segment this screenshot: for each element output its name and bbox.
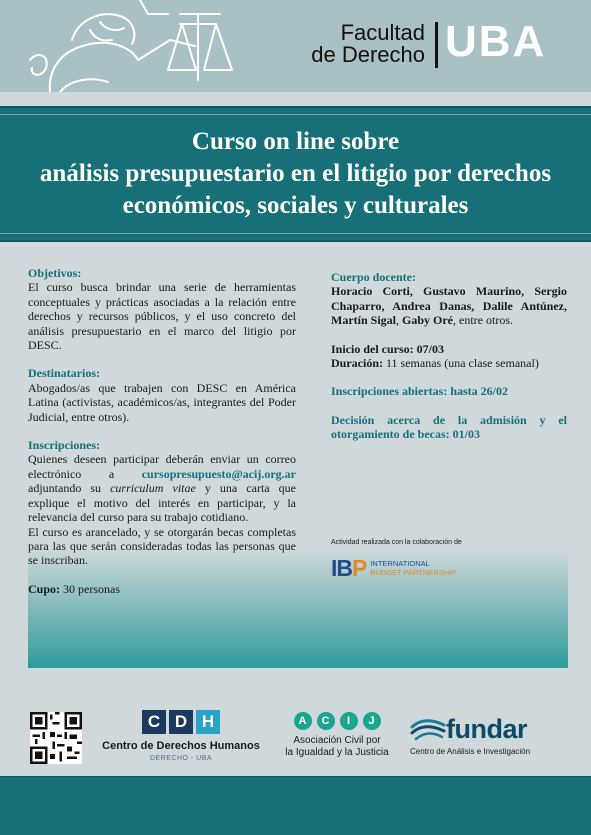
inscripciones-text-1: Quienes deseen participar deberán enviar un correo electrónico a [28,452,296,481]
ibp-line-1: INTERNATIONAL [370,559,430,568]
faculty-line-2: de Derecho [311,42,425,67]
acij-line-1: Asociación Civil por [293,735,381,746]
fundar-mark [410,714,570,745]
acij-letter-c: C [317,712,335,730]
wave-icon [410,717,446,743]
inscripciones-heading: Inscripciones: [28,438,100,453]
fundar-wordmark: fundar [446,714,527,744]
inscripciones-text-3: y una carta que explique el motivo del interés en participar, y la relevancia del curso para su trabajo cotidiano. [28,481,296,525]
inicio-curso: Inicio del curso: 07/03 [331,341,444,356]
ibp-logo [331,555,456,582]
cdh-box-h: H [196,710,220,734]
header-spacer [0,92,591,106]
curriculum-vitae-text: curriculum vitae [110,481,196,496]
objetivos-text: El curso busca brindar una serie de herramientas conceptuales y prácticas asociadas a la relación entre derechos y recursos públicos, y el uso concreto del análisis presupuestario en el marco del litigio por DESC. [28,280,296,353]
cupo-label: Cupo: [28,581,61,596]
decision-admision: Decisión acerca de la admisión y el otorgamiento de becas: 01/03 [331,412,567,442]
destinatarios-heading: Destinatarios: [28,366,100,381]
inscripciones-abiertas: Inscripciones abiertas: hasta 26/02 [331,384,508,399]
course-title [0,126,591,222]
ibp-text [370,560,456,577]
objetivos-heading: Objetivos: [28,266,82,280]
acij-letter-a: A [294,712,312,730]
ibp-mark-ib: IB [331,555,352,581]
docentes-last: Gaby Oré [402,313,453,328]
cdh-subtitle: DERECHO - UBA [149,755,213,762]
band-rule-bottom [0,233,591,234]
cupo-value: 30 personas [63,581,121,596]
right-column [331,270,567,442]
title-line-2: análisis presupuestario en el litigio por derechos [39,160,552,187]
duracion [331,356,567,370]
faculty-name [311,22,425,66]
acij-name [282,735,392,759]
title-line-3: económicos, sociales y culturales [122,192,469,219]
title-band [0,106,591,242]
cupo [28,582,296,596]
docentes-tail: , entre otros. [453,313,513,328]
header-divider [435,22,438,68]
faculty-line-1: Facultad [340,20,425,45]
ibp-mark-p: P [352,555,367,581]
uba-logo: UBA [445,17,547,66]
inscripciones-email-link[interactable]: cursopresupuesto@acij.org.ar [141,466,296,481]
qr-code-icon[interactable] [30,712,82,764]
fundar-logo [410,714,570,756]
collab-text: Actividad realizada con la colaboración de [331,539,462,546]
acij-letter-j: J [363,712,381,730]
cdh-box-c: C [142,710,166,734]
left-column [28,266,296,596]
cdh-name: Centro de Derechos Humanos [102,740,260,752]
duracion-label: Duración: [331,356,383,371]
duracion-value: 11 semanas (una clase semanal) [383,356,539,371]
cdh-box-d: D [169,710,193,734]
docentes-list [331,284,567,327]
header [0,0,591,92]
docentes-names: Horacio Corti, Gustavo Maurino, Sergio Chaparro, Andrea Danas, Dalile Antúnez, Martín Sigal [331,284,567,328]
cdh-mark [96,710,266,734]
arancel-text: El curso es arancelado, y se otorgarán becas completas para las que serán consideradas todas las personas que se inscriban. [28,524,296,568]
fundar-subtitle: Centro de Análisis e Investigación [410,747,531,756]
acij-letter-i: I [340,712,358,730]
cdh-logo [96,710,266,762]
footer-band [0,776,591,835]
acij-logo [282,712,392,759]
partner-logos [0,688,591,776]
acij-line-2: la Igualdad y la Justicia [285,747,389,758]
acij-mark [282,712,392,730]
inscripciones-text-2: adjuntando su [28,481,102,496]
docentes-heading: Cuerpo docente: [331,270,416,284]
inscripciones-text [28,452,296,524]
destinatarios-text: Abogados/as que trabajen con DESC en América Latina (activistas, académicos/as, integrantes del Poder Judicial, entre otros). [28,380,296,424]
ibp-mark [331,555,366,582]
docentes-separator: , [396,313,402,328]
title-line-1: Curso on line sobre [191,128,400,155]
justice-figure-illustration [20,0,260,92]
band-rule-top [0,114,591,115]
ibp-line-2: BUDGET PARTNERSHIP [370,567,457,577]
